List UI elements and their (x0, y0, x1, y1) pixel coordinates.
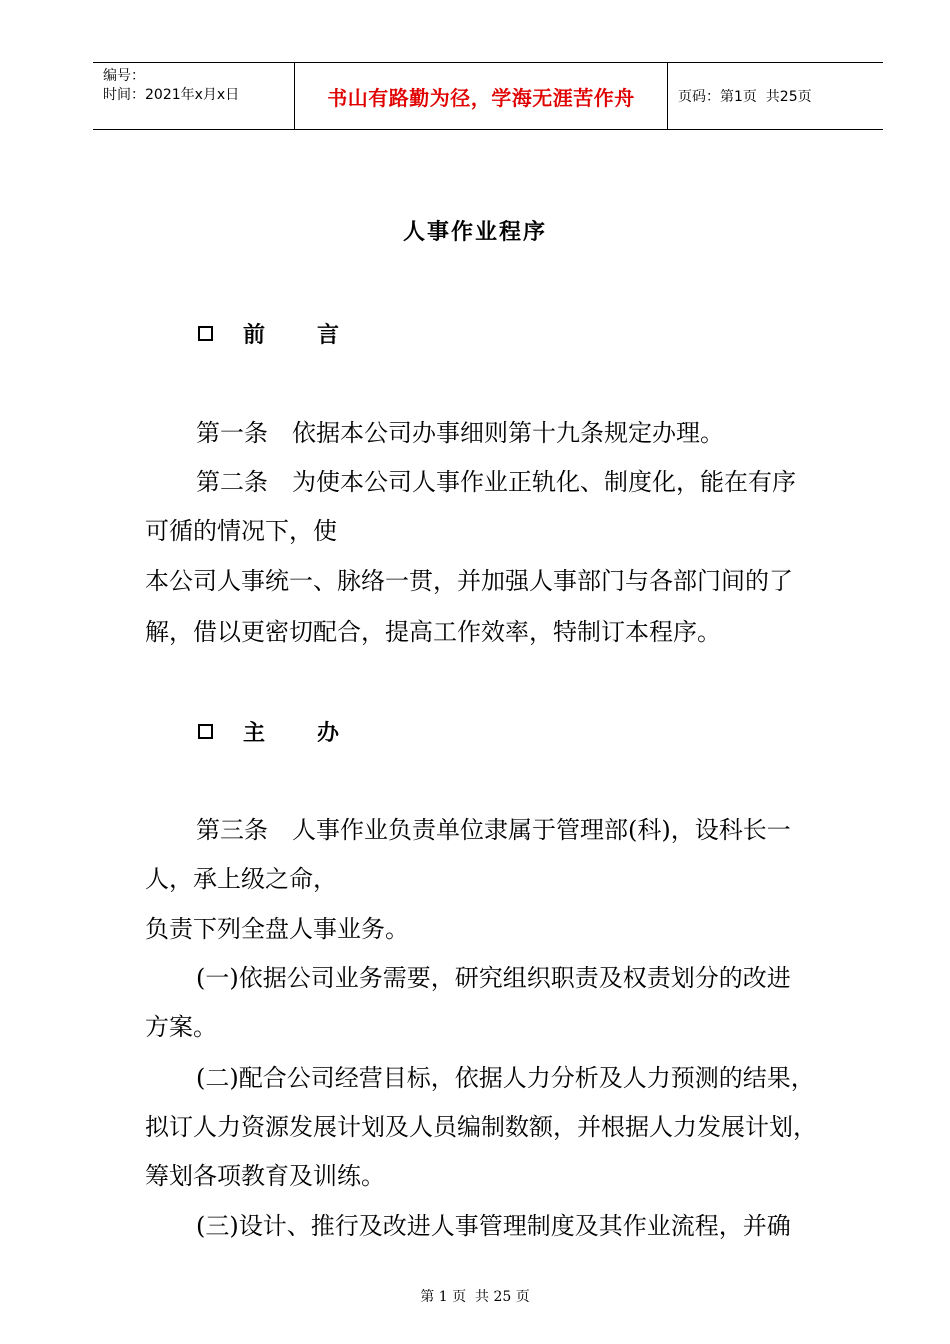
header-motto: 书山有路勤为径，学海无涯苦作舟 (295, 63, 668, 129)
paragraph-line: 第一条 依据本公司办事细则第十九条规定办理。 (196, 419, 724, 447)
page-info-text: 页码：第1页 共25页 (678, 89, 812, 105)
paragraph-line: 筹划各项教育及训练。 (145, 1162, 385, 1190)
paragraph-line: 人，承上级之命， (145, 865, 337, 893)
paragraph-line: 拟订人力资源发展计划及人员编制数额，并根据人力发展计划， (145, 1113, 817, 1141)
section-title: 主办 (243, 720, 392, 746)
header-page-info (668, 63, 883, 129)
checkbox-square-icon (198, 326, 213, 341)
time-label: 时间：2021年x月x日 (103, 87, 240, 103)
paragraph-line: (一)依据公司业务需要，研究组织职责及权责划分的改进 (196, 964, 791, 992)
header-meta (93, 63, 295, 129)
paragraph-line: (三)设计、推行及改进人事管理制度及其作业流程，并确 (196, 1212, 791, 1240)
page-header (93, 62, 883, 130)
page-footer: 第 1 页 共 25 页 (420, 1289, 530, 1305)
paragraph-line: 负责下列全盘人事业务。 (145, 915, 409, 943)
paragraph-line: 可循的情况下，使 (145, 517, 337, 545)
section-heading-main-office (198, 716, 391, 746)
paragraph-line: 方案。 (145, 1013, 217, 1041)
section-title: 前言 (243, 322, 392, 348)
number-label: 编号： (103, 68, 145, 84)
checkbox-square-icon (198, 724, 213, 739)
paragraph-line: 第二条 为使本公司人事作业正轨化、制度化，能在有序 (196, 468, 796, 496)
section-heading-preface (198, 318, 391, 348)
document-title: 人事作业程序 (402, 220, 547, 245)
paragraph-line: (二)配合公司经营目标，依据人力分析及人力预测的结果， (196, 1064, 815, 1092)
paragraph-line: 第三条 人事作业负责单位隶属于管理部(科)，设科长一 (196, 816, 791, 844)
paragraph-line: 本公司人事统一、脉络一贯，并加强人事部门与各部门间的了 (145, 567, 793, 595)
paragraph-line: 解，借以更密切配合，提高工作效率，特制订本程序。 (145, 618, 721, 646)
